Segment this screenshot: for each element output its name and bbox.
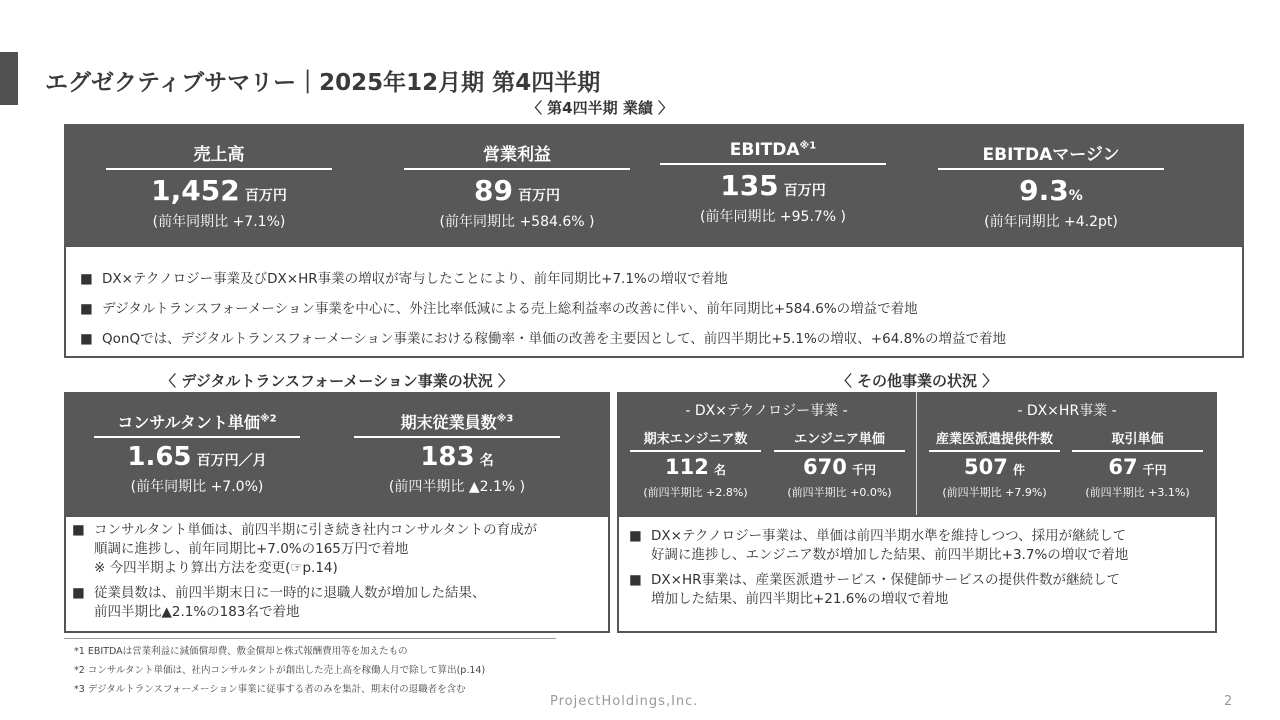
kpi-label: EBITDAマージン [938, 140, 1164, 170]
kpi-label: 売上高 [106, 140, 332, 170]
kpi-unit: 千円 [1142, 463, 1167, 477]
dt-kpi-panel [64, 392, 610, 516]
kpi-value: 9.3 [1019, 174, 1069, 207]
kpi-unit: 件 [1012, 463, 1025, 477]
bullet-line: 前四半期比▲2.1%の183名で着地 [94, 604, 300, 620]
kpi-unit: % [1068, 188, 1083, 204]
bullet-item [72, 521, 608, 578]
kpi-label: エンジニア単価 [774, 428, 905, 452]
group-name: - DX×HR事業 - [1017, 403, 1117, 419]
group-name: - DX×テクノロジー事業 - [685, 403, 848, 419]
kpi-value: 1,452 [151, 174, 240, 207]
other-kpi-panel [617, 392, 1217, 516]
kpi-comparison: (前四半期比 +3.1%) [1085, 486, 1190, 499]
kpi-ebitda-margin [938, 140, 1164, 231]
kpi-label-text: 期末従業員数 [400, 413, 497, 432]
kpi-comparison: (前年同期比 +584.6% ) [439, 214, 595, 230]
kpi-consultant-rate [94, 410, 300, 496]
title-accent-bar [0, 52, 18, 105]
bullet-line: ■ DX×HR事業は、産業医派遣サービス・保健師サービスの提供件数が継続して [651, 572, 1120, 588]
footnote-ref: ※2 [259, 413, 277, 425]
dt-bullets [64, 515, 610, 633]
kpi-label [660, 140, 886, 165]
bullet-line: ■ コンサルタント単価は、前四半期に引き続き社内コンサルタントの育成が [94, 522, 538, 538]
kpi-comparison: (前四半期比 +7.9%) [942, 486, 1047, 499]
kpi-label [94, 410, 300, 438]
kpi-sales [106, 140, 332, 231]
q4-bullets [64, 245, 1244, 358]
kpi-employees [354, 410, 560, 496]
kpi-value: 89 [473, 174, 513, 207]
other-section-heading: 〈 その他事業の状況 〉 [836, 372, 998, 390]
kpi-label: 取引単価 [1072, 428, 1203, 452]
other-bullets [617, 515, 1217, 633]
bullet-line: 順調に進捗し、前年同期比+7.0%の165万円で着地 [94, 541, 409, 557]
kpi-value: 183 [420, 442, 475, 472]
bullet-line: 増加した結果、前四半期比+21.6%の増収で着地 [651, 591, 949, 607]
kpi-unit: 百万円 [783, 183, 826, 199]
kpi-label: 営業利益 [404, 140, 630, 170]
kpi-value: 670 [803, 455, 847, 479]
kpi-label: 産業医派遣提供件数 [929, 428, 1060, 452]
bullet-item: ■ デジタルトランスフォーメーション事業を中心に、外注比率低減による売上総利益率の改善に伴い、前年同期比+584.6%の増益で着地 [80, 294, 1242, 324]
bullet-item: ■ QonQでは、デジタルトランスフォーメーション事業における稼働率・単価の改善を主要因として、前四半期比+5.1%の増収、+64.8%の増益で着地 [80, 324, 1242, 354]
kpi-unit: 名 [713, 463, 726, 477]
kpi-unit: 百万円／月 [196, 453, 267, 469]
kpi-engineers [630, 428, 761, 500]
kpi-transaction-rate [1072, 428, 1203, 500]
bullet-item [629, 527, 1215, 565]
kpi-comparison: (前年同期比 +4.2pt) [984, 214, 1118, 230]
bullet-line: ■ 従業員数は、前四半期末日に一時的に退職人数が増加した結果、 [94, 585, 486, 601]
kpi-comparison: (前年同期比 +7.1%) [152, 214, 286, 230]
kpi-unit: 百万円 [518, 188, 561, 204]
footnote-ref: ※1 [799, 140, 817, 152]
bullet-item: ■ DX×テクノロジー事業及びDX×HR事業の増収が寄与したことにより、前年同期比+7.1%の増収で着地 [80, 264, 1242, 294]
kpi-comparison: (前年同期比 +95.7% ) [699, 209, 847, 225]
footnote-2: *2 コンサルタント単価は、社内コンサルタントが創出した売上高を稼働人月で除して算出(p.14) [74, 665, 486, 676]
kpi-comparison: (前四半期比 +0.0%) [787, 486, 892, 499]
bullet-line: ※ 今四半期より算出方法を変更(☞p.14) [94, 560, 338, 576]
footnote-1: *1 EBITDAは営業利益に減価償却費、敷金償却と株式報酬費用等を加えたもの [74, 646, 408, 657]
kpi-comparison: (前年同期比 +7.0%) [130, 479, 264, 495]
bullet-item [629, 571, 1215, 609]
bullet-line: 好調に進捗し、エンジニア数が増加した結果、前四半期比+3.7%の増収で着地 [651, 547, 1129, 563]
kpi-unit: 名 [479, 453, 494, 469]
kpi-label-text: EBITDA [729, 140, 800, 160]
kpi-comparison: (前四半期比 ▲2.1% ) [388, 479, 526, 495]
kpi-value: 1.65 [127, 442, 192, 472]
kpi-doctor-dispatch [929, 428, 1060, 500]
kpi-value: 507 [964, 455, 1008, 479]
kpi-label: 期末エンジニア数 [630, 428, 761, 452]
q4-kpi-panel [64, 124, 1244, 246]
kpi-value: 112 [665, 455, 709, 479]
page-number: 2 [1224, 694, 1233, 709]
q4-section-heading: 〈 第4四半期 業績 〉 [526, 99, 674, 117]
footnote-3: *3 デジタルトランスフォーメーション事業に従事する者のみを集計、期末付の退職者を含む [74, 684, 466, 695]
kpi-ebitda [660, 140, 886, 226]
bullet-line: ■ DX×テクノロジー事業は、単価は前四半期水準を維持しつつ、採用が継続して [651, 528, 1127, 544]
kpi-comparison: (前四半期比 +2.8%) [643, 486, 748, 499]
footnote-divider [64, 638, 556, 639]
kpi-value: 135 [720, 169, 779, 202]
kpi-label-text: コンサルタント単価 [117, 413, 260, 432]
kpi-value: 67 [1108, 455, 1138, 479]
footer-company: ProjectHoldings,Inc. [550, 694, 699, 709]
kpi-unit: 千円 [851, 463, 876, 477]
kpi-engineer-rate [774, 428, 905, 500]
page-title: エグゼクティブサマリー｜2025年12月期 第4四半期 [45, 70, 601, 96]
footnote-ref: ※3 [496, 413, 514, 425]
kpi-label [354, 410, 560, 438]
kpi-unit: 百万円 [244, 188, 287, 204]
bullet-item [72, 584, 608, 622]
dt-section-heading: 〈 デジタルトランスフォーメーション事業の状況 〉 [161, 372, 513, 390]
kpi-operating-profit [404, 140, 630, 231]
